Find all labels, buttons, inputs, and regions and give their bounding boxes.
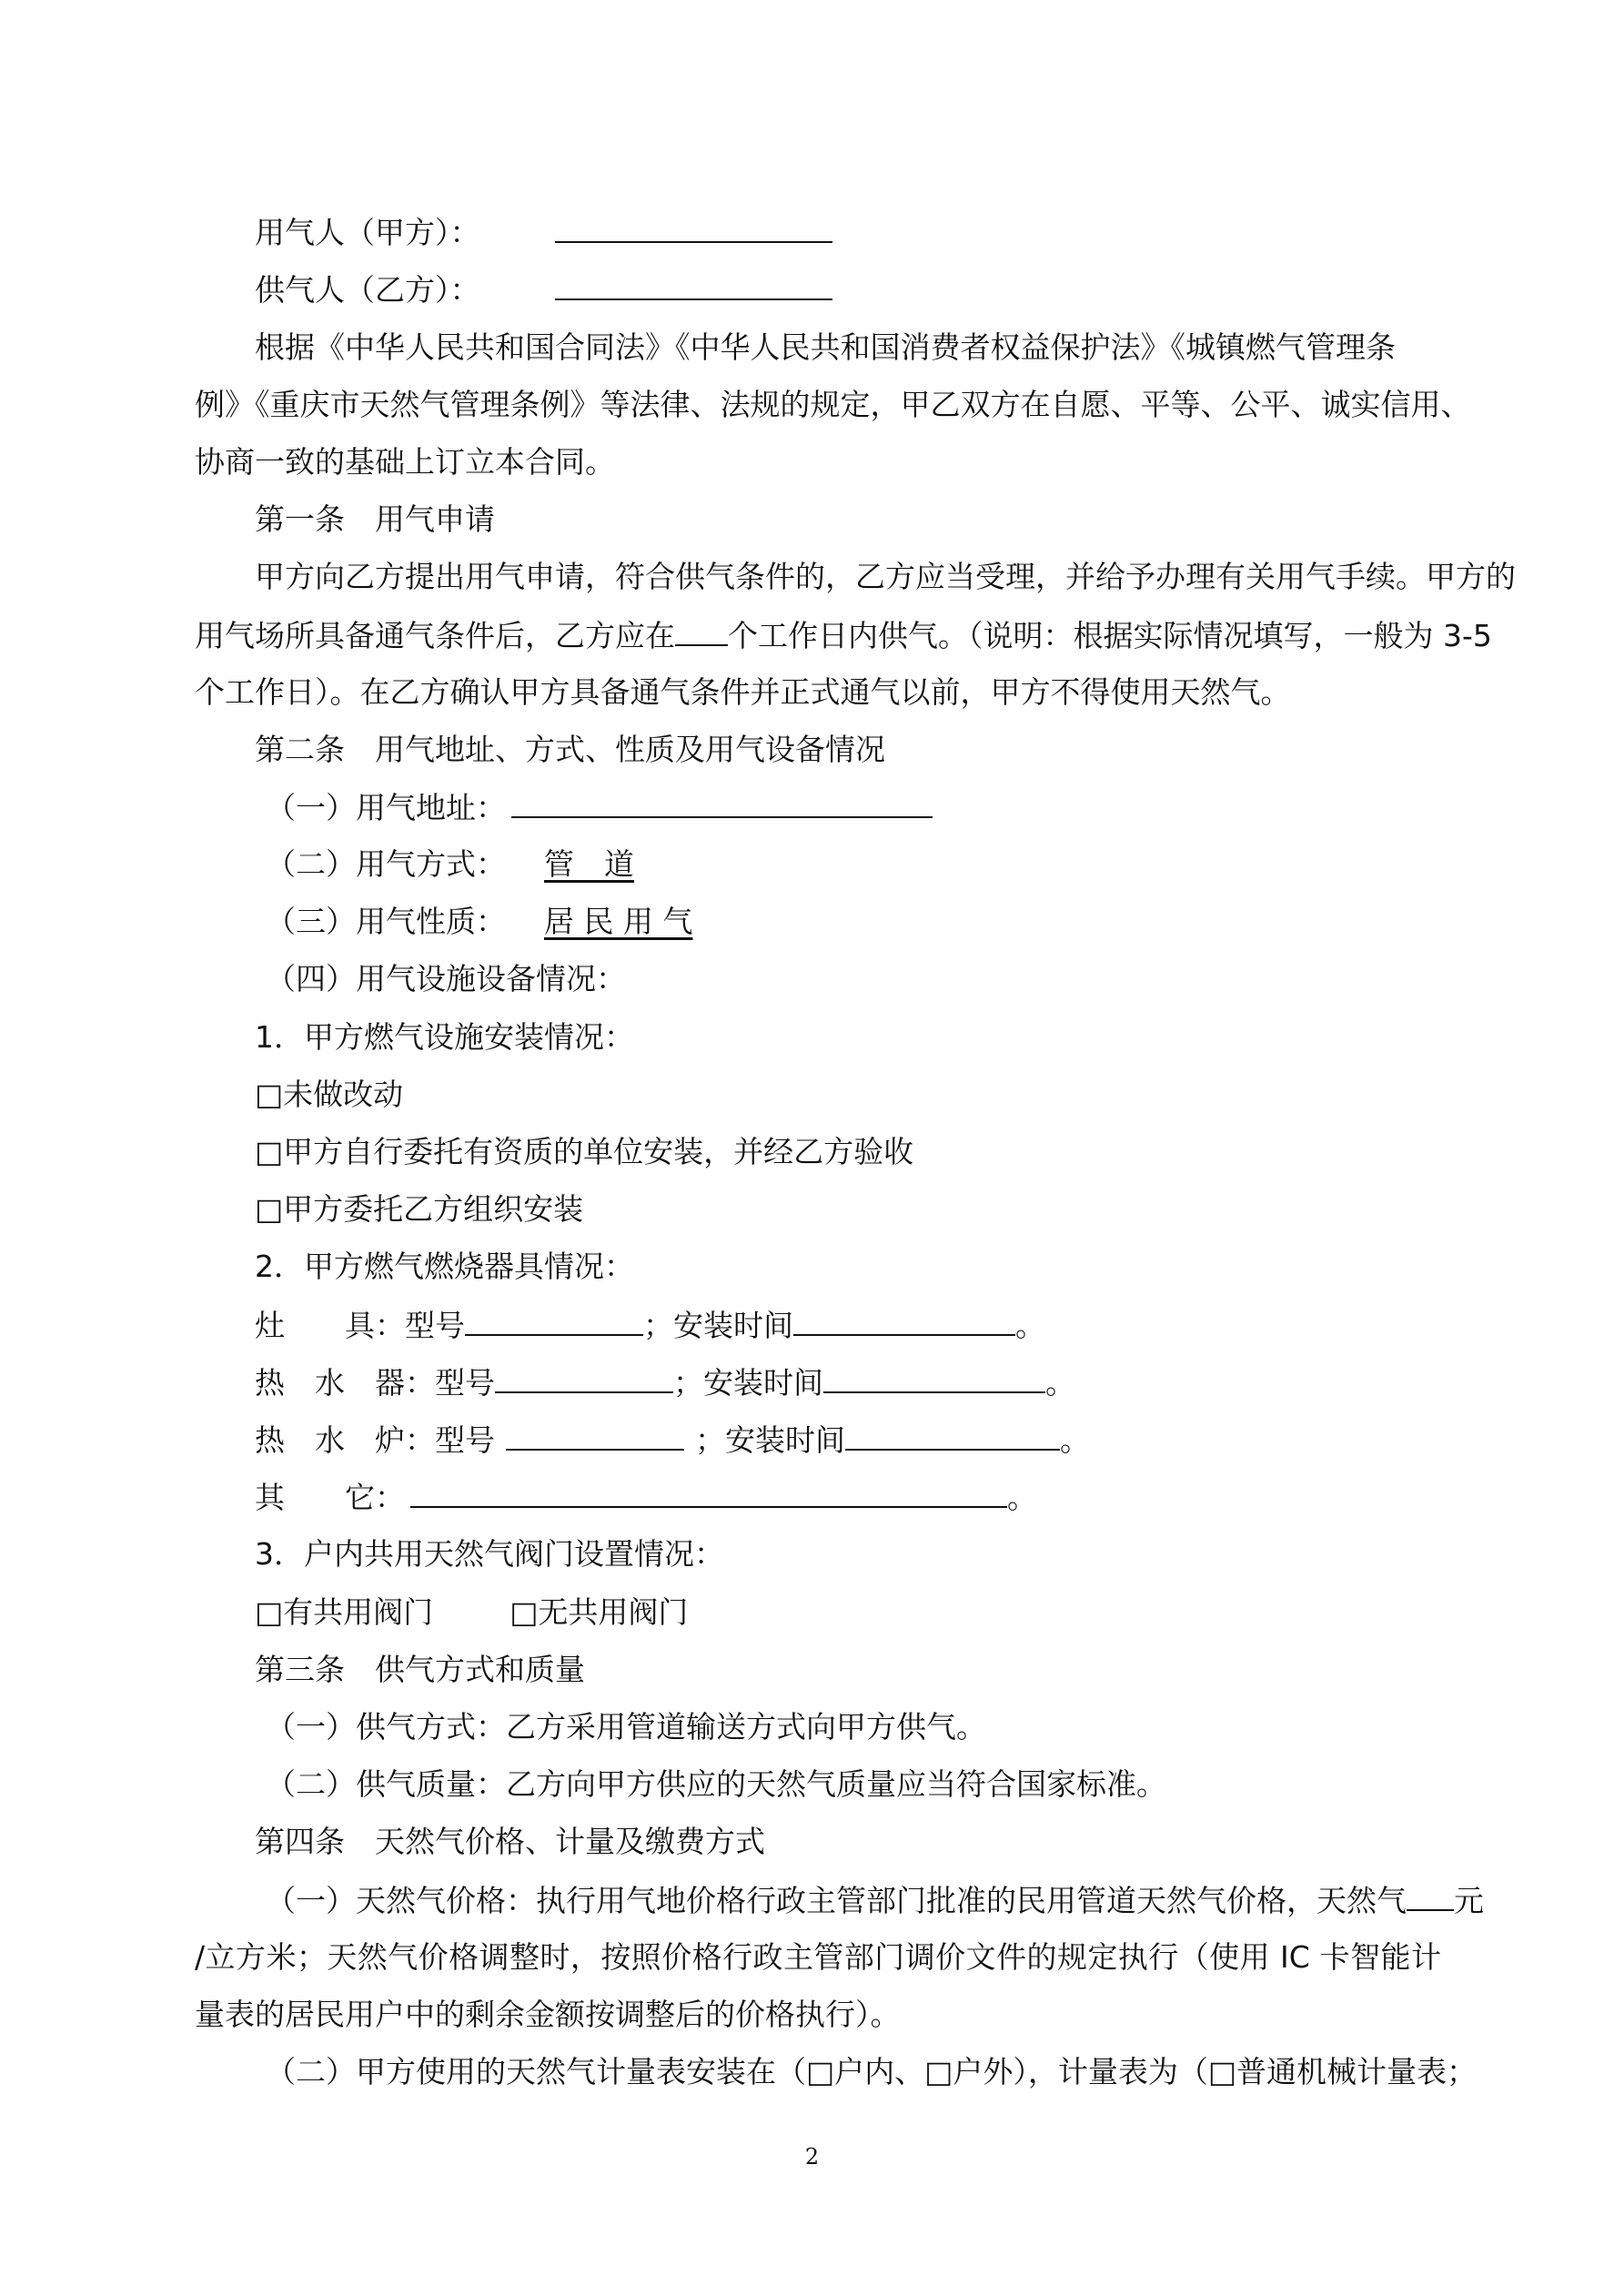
valve-yes-option: □有共用阀门	[255, 1594, 434, 1630]
option-party-b-install: □甲方委托乙方组织安装	[255, 1191, 584, 1227]
other-label: 其 它：	[255, 1480, 405, 1515]
heater-line	[255, 1364, 1075, 1401]
article-1-title: 第一条 用气申请	[255, 501, 495, 537]
article-1-line-2b: 个工作日内供气。（说明：根据实际情况填写，一般为 3-5	[728, 618, 1492, 653]
article-1-line-1: 甲方向乙方提出用气申请，符合供气条件的，乙方应当受理，并给予办理有关用气手续。甲方的	[255, 559, 1516, 594]
option-self-install: □甲方自行委托有资质的单位安装，并经乙方验收	[255, 1134, 914, 1169]
other-line	[255, 1479, 1037, 1516]
article-4-line-2: /立方米；天然气价格调整时，按照价格行政主管部门调价文件的规定执行（使用 IC 卡智能计	[195, 1939, 1441, 1975]
period: 。	[1007, 1480, 1037, 1515]
stove-model-blank	[465, 1307, 643, 1336]
equipment-label: （四）用气设施设备情况：	[266, 961, 626, 996]
mode-line	[266, 846, 764, 883]
nature-line	[266, 904, 768, 940]
mode-label: （二）用气方式：	[266, 846, 506, 882]
article-1-line-2	[195, 617, 1492, 654]
article-4-line-3: 量表的居民用户中的剩余金额按调整后的价格执行）。	[195, 1997, 901, 2032]
stove-time-blank	[793, 1307, 1015, 1336]
valve-no-option: □无共用阀门	[509, 1594, 689, 1630]
article-1-line-2a: 用气场所具备通气条件后，乙方应在	[195, 618, 675, 653]
address-label: （一）用气地址：	[266, 790, 506, 825]
stove-label: 灶 具：型号	[255, 1308, 465, 1343]
article-3-line-2: （二）供气质量：乙方向甲方供应的天然气质量应当符合国家标准。	[266, 1766, 1166, 1802]
mode-value: 管 道	[544, 846, 634, 882]
period: 。	[1045, 1365, 1075, 1401]
article-4-title: 第四条 天然气价格、计量及缴费方式	[255, 1824, 765, 1859]
heater-model-blank	[495, 1364, 673, 1393]
option-unmodified: □未做改动	[255, 1077, 404, 1112]
valve-options	[255, 1594, 688, 1631]
article-4-line-4: （二）甲方使用的天然气计量表安装在（□户内、□户外），计量表为（□普通机械计量表；	[266, 2054, 1478, 2089]
article-1-line-3: 个工作日）。在乙方确认甲方具备通气条件并正式通气以前，甲方不得使用天然气。	[195, 674, 1291, 710]
party-a-blank	[555, 214, 832, 243]
article-4-line-1a: （一）天然气价格：执行用气地价格行政主管部门批准的民用管道天然气价格，天然气	[266, 1883, 1407, 1918]
page-number: 2	[804, 2144, 820, 2170]
preamble-line-3: 协商一致的基础上订立本合同。	[195, 444, 615, 480]
party-b-label: 供气人（乙方）：	[255, 272, 480, 308]
article-3-line-1: （一）供气方式：乙方采用管道输送方式向甲方供气。	[266, 1709, 986, 1745]
address-blank	[511, 789, 933, 818]
item-2-title: 2．甲方燃气燃烧器具情况：	[255, 1249, 634, 1284]
stove-install-label: ；安装时间	[643, 1308, 793, 1343]
nature-value: 居 民 用 气	[544, 904, 693, 939]
boiler-model-blank	[506, 1421, 684, 1451]
address-line	[266, 789, 933, 826]
preamble-line-1: 根据《中华人民共和国合同法》《中华人民共和国消费者权益保护法》《城镇燃气管理条	[255, 329, 1396, 365]
heater-install-label: ；安装时间	[673, 1365, 823, 1401]
heater-time-blank	[823, 1364, 1045, 1393]
party-b-line	[255, 271, 832, 308]
workdays-blank	[675, 617, 728, 646]
other-blank	[410, 1479, 1007, 1508]
preamble-line-2: 例》《重庆市天然气管理条例》等法律、法规的规定，甲乙双方在自愿、平等、公平、诚实信用、	[195, 387, 1471, 422]
price-blank	[1407, 1882, 1454, 1911]
boiler-label: 热 水 炉：型号	[255, 1422, 495, 1458]
item-1-title: 1．甲方燃气设施安装情况：	[255, 1019, 634, 1055]
heater-label: 热 水 器：型号	[255, 1365, 495, 1401]
period: 。	[1060, 1422, 1090, 1458]
party-a-label: 用气人（甲方）：	[255, 215, 480, 250]
stove-line	[255, 1307, 1045, 1344]
article-4-line-1	[266, 1882, 1484, 1919]
boiler-time-blank	[845, 1421, 1060, 1451]
period: 。	[1015, 1308, 1045, 1343]
item-3-title: 3．户内共用天然气阀门设置情况：	[255, 1536, 724, 1572]
article-2-title: 第二条 用气地址、方式、性质及用气设备情况	[255, 732, 885, 767]
party-b-blank	[555, 271, 832, 300]
boiler-line	[255, 1421, 1090, 1459]
boiler-install-label: ；安装时间	[695, 1422, 845, 1458]
article-3-title: 第三条 供气方式和质量	[255, 1652, 585, 1687]
party-a-line	[255, 214, 832, 251]
article-4-line-1b: 元	[1454, 1883, 1484, 1918]
nature-label: （三）用气性质：	[266, 904, 506, 939]
